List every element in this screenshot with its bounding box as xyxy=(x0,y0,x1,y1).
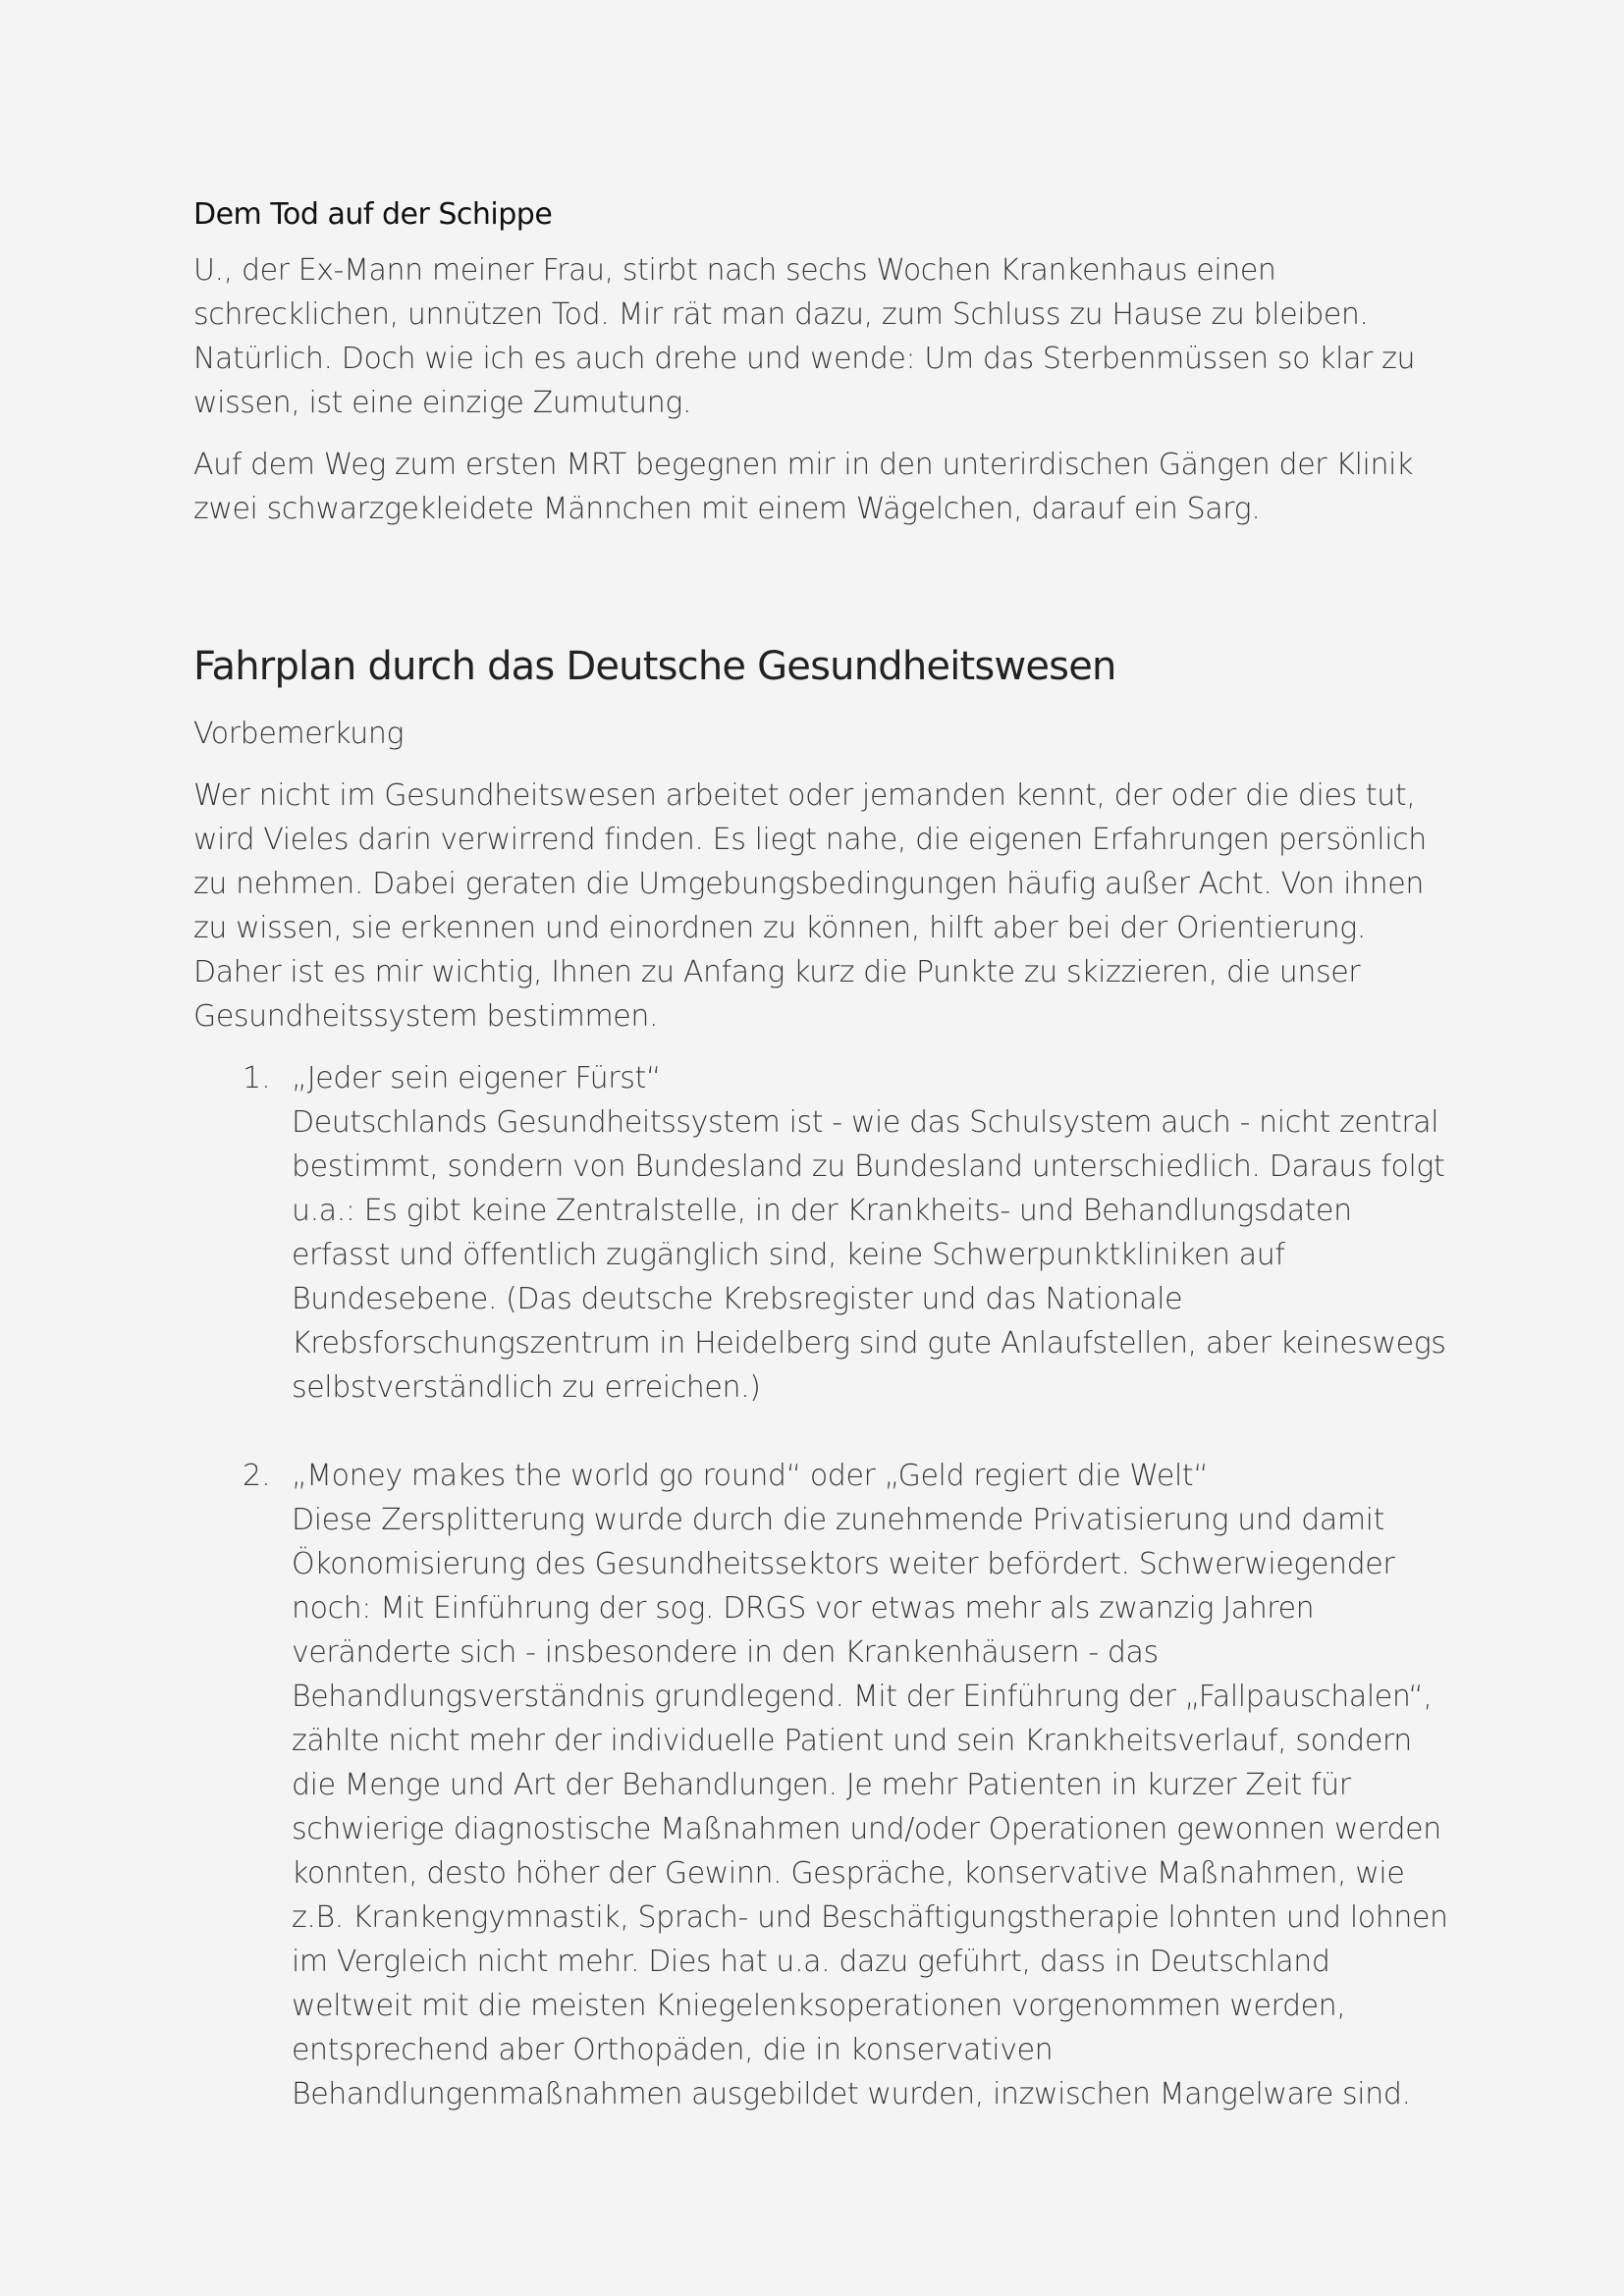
list-item-heading: „Money makes the world go round“ oder „Geld regiert die Welt“ xyxy=(292,1459,1209,1493)
section-title: Dem Tod auf der Schippe xyxy=(193,197,553,232)
list-item xyxy=(193,1454,1450,2116)
section-fahrplan xyxy=(193,637,1448,2116)
list-number: 1. xyxy=(243,1061,271,1095)
list-item xyxy=(193,1056,1450,1410)
list-item-text: Deutschlands Gesundheitssystem ist - wie das Schulsystem auch - nicht zentral bestimmt, sondern von Bundesland zu Bundesland unterschiedlich. Daraus folgt u.a.: Es gibt keine Zentralstelle, in der Krankheits- und Behandlungsdaten erfasst und öffentlich zugänglich sind, keine Schwerpunktkliniken auf Bundesebene. (Das deutsche Krebsregister und das Nationale Krebsforschungszentrum in Heidelberg sind gute Anlaufstellen, aber keineswegs selbstverständlich zu erreichen.) xyxy=(292,1105,1446,1405)
numbered-list xyxy=(193,1056,1448,2116)
spacer xyxy=(193,531,1624,637)
intro-paragraph: Wer nicht im Gesundheitswesen arbeitet oder jemanden kennt, der oder die dies tut, wird Vieles darin verwirrend finden. Es liegt nahe, die eigenen Erfahrungen persönlich zu nehmen. Dabei geraten die Umgebungsbedingungen häufig außer Acht. Von ihnen zu wissen, sie erkennen und einordnen zu können, hilft aber bei der Orientierung. Daher ist es mir wichtig, Ihnen zu Anfang kurz die Punkte zu skizzieren, die unser Gesundheitssystem bestimmen. xyxy=(193,778,1427,1034)
list-item-heading: „Jeder sein eigener Fürst“ xyxy=(292,1061,661,1095)
chapter-title: Fahrplan durch das Deutsche Gesundheitswesen xyxy=(193,644,1116,689)
list-number: 2. xyxy=(243,1459,271,1493)
list-item-text: Diese Zersplitterung wurde durch die zunehmende Privatisierung und damit Ökonomisierung des Gesundheitssektors weiter befördert. Schwerwiegender noch: Mit Einführung der sog. DRGS vor etwas mehr als zwanzig Jahren veränderte sich - insbesondere in den Krankenhäusern - das Behandlungsverständnis grundlegend. Mit der Einführung der „Fallpauschalen“, zählte nicht mehr der individuelle Patient und sein Krankheitsverlauf, sondern die Menge und Art der Behandlungen. Je mehr Patienten in kurzer Zeit für schwierige diagnostische Maßnahmen und/oder Operationen gewonnen werden konnten, desto höher der Gewinn. Gespräche, konservative Maßnahmen, wie z.B. Krankengymnastik, Sprach- und Beschäftigungstherapie lohnten und lohnen im Vergleich nicht mehr. Dies hat u.a. dazu geführt, dass in Deutschland weltweit mit die meisten Kniegelenksoperationen vorgenommen werden, entsprechend aber Orthopäden, die in konservativen Behandlungenmaßnahmen ausgebildet wurden, inzwischen Mangelware sind. xyxy=(292,1503,1448,2111)
section-dem-tod xyxy=(193,191,1431,531)
paragraph: U., der Ex-Mann meiner Frau, stirbt nach sechs Wochen Krankenhaus einen schrecklichen, unnützen Tod. Mir rät man dazu, zum Schluss zu Hause zu bleiben. Natürlich. Doch wie ich es auch drehe und wende: Um das Sterbenmüssen so klar zu wissen, ist eine einzige Zumutung. xyxy=(193,253,1416,420)
paragraph: Auf dem Weg zum ersten MRT begegnen mir in den unterirdischen Gängen der Klinik zwei schwarzgekleidete Männchen mit einem Wägelchen, darauf ein Sarg. xyxy=(193,448,1413,526)
subheading: Vorbemerkung xyxy=(193,717,405,751)
